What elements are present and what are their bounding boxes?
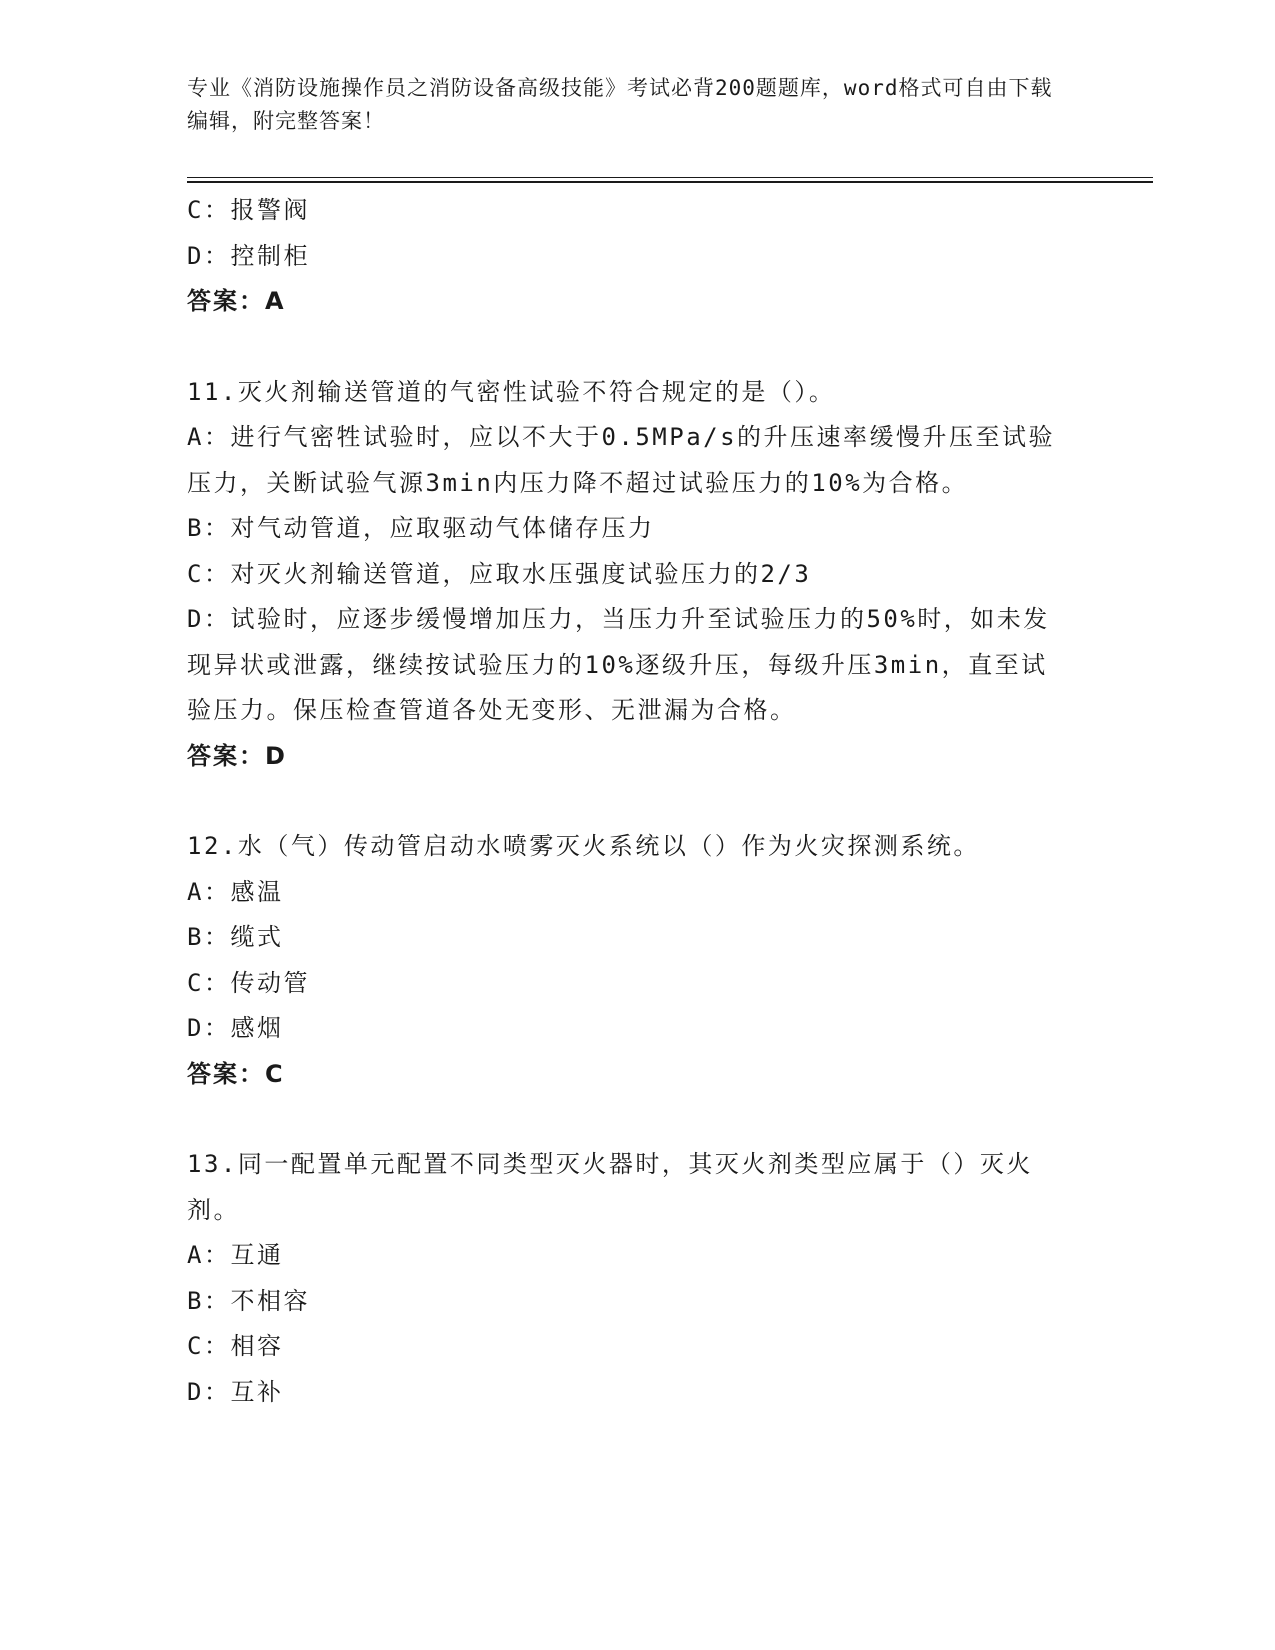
question-11 <box>187 370 1067 780</box>
option-d: D：试验时，应逐步缓慢增加压力，当压力升至试验压力的50%时，如未发现异状或泄露，继续按试验压力的10%逐级升压，每级升压3min，直至试验压力。保压检查管道各处无变形、无泄漏为合格。 <box>187 605 1050 724</box>
answer-line: 答案：C <box>187 1059 285 1088</box>
option-c: C：相容 <box>187 1332 284 1360</box>
option-a: A：感温 <box>187 877 284 906</box>
option-a: A：进行气密牲试验时，应以不大于0.5MPa/s的升压速率缓慢升压至试验压力，关断试验气源3min内压力降不超过试验压力的10%为合格。 <box>187 423 1056 497</box>
option-d: D：感烟 <box>187 1014 284 1042</box>
question-stem: 13.同一配置单元配置不同类型灭火器时，其灭火剂类型应属于（）灭火剂。 <box>187 1150 1033 1224</box>
question-12 <box>187 824 1067 1097</box>
option-d: D：控制柜 <box>187 241 310 270</box>
page-header: 专业《消防设施操作员之消防设备高级技能》考试必背200题题库，word格式可自由下载编辑，附完整答案！ <box>187 76 1053 133</box>
option-b: B：缆式 <box>187 923 284 951</box>
question-stem: 12.水（气）传动管启动水喷雾灭火系统以（）作为火灾探测系统。 <box>187 832 980 860</box>
answer-line: 答案：A <box>187 287 286 315</box>
answer-line: 答案：D <box>187 741 287 770</box>
option-c: C：传动管 <box>187 968 310 997</box>
document-body <box>187 188 1067 1415</box>
previous-question-tail <box>187 188 1067 325</box>
option-c: C：报警阀 <box>187 196 310 224</box>
option-a: A：互通 <box>187 1241 284 1269</box>
option-b: B：对气动管道，应取驱动气体储存压力 <box>187 514 655 542</box>
header-divider <box>187 177 1153 183</box>
option-b: B：不相容 <box>187 1286 310 1315</box>
option-c: C：对灭火剂输送管道，应取水压强度试验压力的2/3 <box>187 559 812 588</box>
option-d: D：互补 <box>187 1377 284 1406</box>
question-stem: 11.灭火剂输送管道的气密性试验不符合规定的是（）。 <box>187 377 836 406</box>
question-13 <box>187 1142 1067 1415</box>
